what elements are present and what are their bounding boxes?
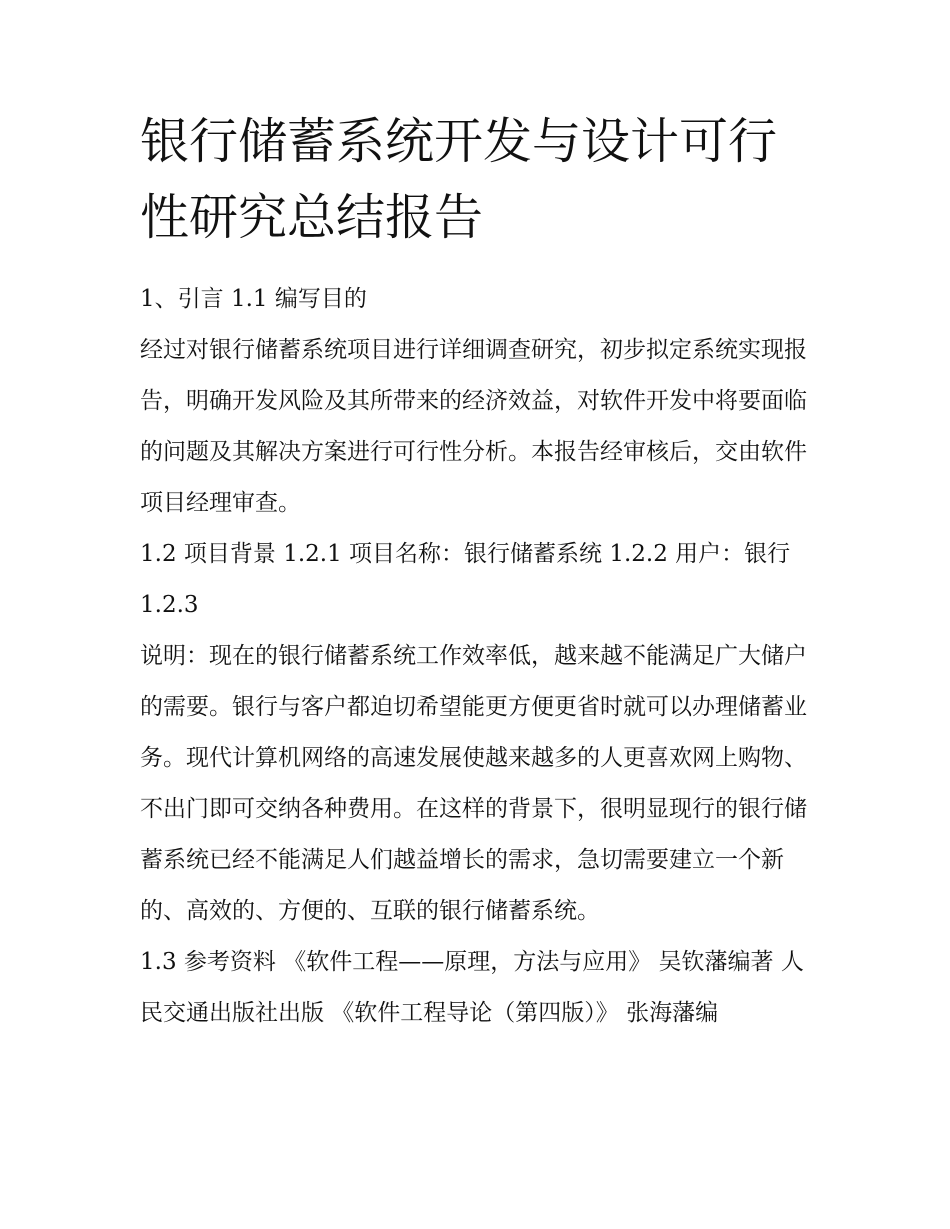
document-title: 银行储蓄系统开发与设计可行性研究总结报告 [140,113,778,246]
document-page [140,104,820,1039]
section-heading-introduction: 1、引言 1.1 编写目的 [140,286,367,312]
paragraph-purpose: 经过对银行储蓄系统项目进行详细调查研究，初步拟定系统实现报告，明确开发风险及其所带来的经济效益，对软件开发中将要面临的问题及其解决方案进行可行性分析。本报告经审核后，交由软件项目经理审查。 [140,337,807,516]
paragraph-description: 说明：现在的银行储蓄系统工作效率低，越来越不能满足广大储户的需要。银行与客户都迫切希望能更方便更省时就可以办理储蓄业务。现代计算机网络的高速发展使越来越多的人更喜欢网上购物、不出门即可交纳各种费用。在这样的背景下，很明显现行的银行储蓄系统已经不能满足人们越益增长的需求，急切需要建立一个新的、高效的、方便的、互联的银行储蓄系统。 [140,643,807,924]
section-heading-background: 1.2 项目背景 1.2.1 项目名称：银行储蓄系统 1.2.2 用户：银行 1.2.3 [140,541,791,618]
paragraph-references: 1.3 参考资料 《软件工程——原理，方法与应用》 吴钦藩编著 人民交通出版社出版 《软件工程导论（第四版）》 张海藩编 [140,949,804,1026]
